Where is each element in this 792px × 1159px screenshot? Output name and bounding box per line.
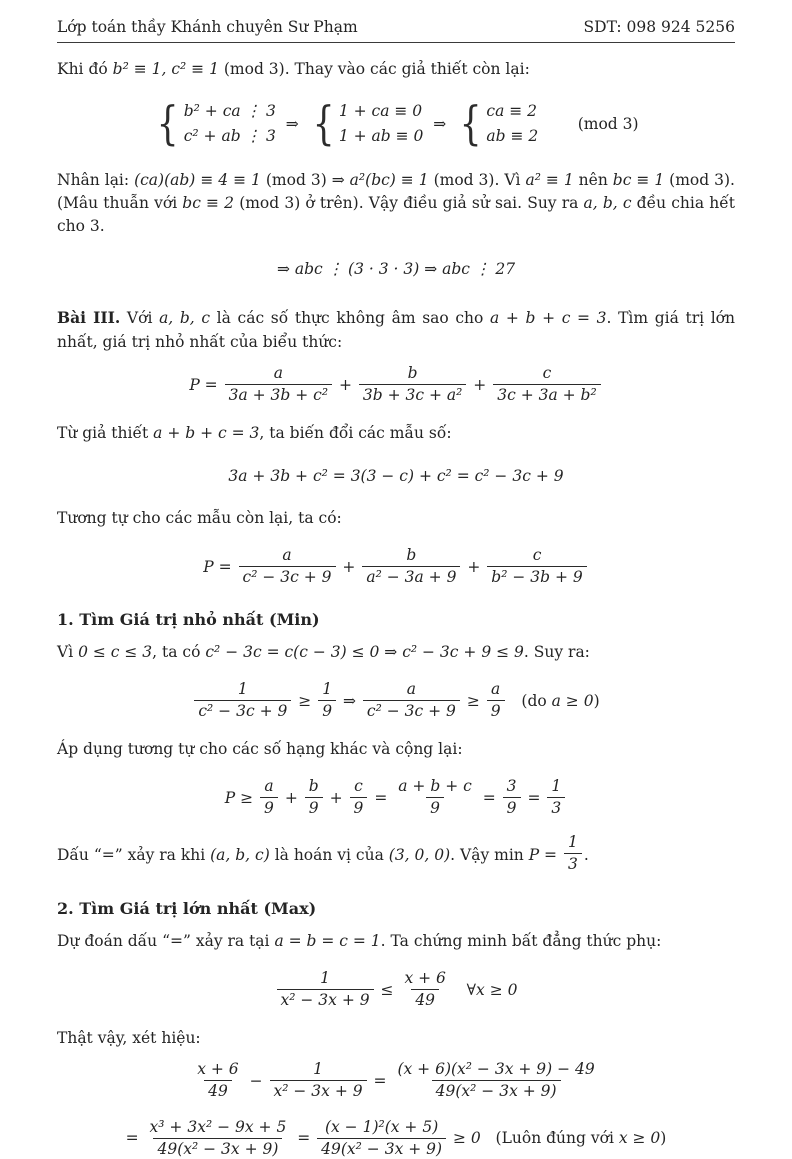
math-text: + [324,788,348,807]
math-fraction: $\frac{1}{3}$ [547,777,565,819]
math-text: = [522,788,546,807]
math-text: P = [189,375,223,394]
math-fraction: $\frac{b}{9}$ [305,777,323,819]
math-text: . Vậy min [450,845,529,864]
math-cases: { b² + ca ⋮ 3 c² + ab ⋮ 3 [157,96,276,151]
math-text: ⇒ a²(bc) ≡ 1 [331,170,429,189]
math-text: (3, 0, 0) [388,845,451,864]
math-text: ≥ 0 [448,1129,481,1148]
math-text: (mod 3) [538,114,639,133]
math-fraction: $\frac{b}{\text{3b + 3c + a²}}$ [359,364,466,406]
math-text: P = [203,557,237,576]
math-text: (mod 3). (Mâu thuẫn với [57,170,735,212]
equation-difference-step2 [57,1118,735,1159]
math-text: + [334,375,357,394]
math-fraction: $\frac{\text{(x + 6)(x² − 3x + 9) − 49}}{\text{49(x² − 3x + 9)}}$ [397,1059,595,1101]
math-text: b² ≡ 1, c² ≡ 1 [112,60,219,78]
math-text: (mod 3). Vì [428,170,526,189]
left-brace-glyph: { [459,96,482,151]
math-text: (mod 3) [260,170,332,189]
math-text: x ≥ 0 [618,1129,661,1148]
math-text: ∀x ≥ 0 [451,980,518,999]
math-fraction: $\frac{\text{x³ + 3x² − 9x + 5}}{\text{49(x² − 3x + 9)}}$ [149,1117,287,1158]
equation-congruence-system [57,96,735,151]
math-text: + [462,557,486,576]
math-text: . Tìm giá trị lớn nhất, giá trị nhỏ nhất của biểu thức: [57,309,735,351]
header-class-title: Lớp toán thầy Khánh chuyên Sư Phạm [57,18,358,36]
math-text: . [583,845,589,864]
math-text: . Suy ra: [523,642,590,661]
equation-sum-bound [57,777,735,819]
equation-denominator-identity [57,461,735,491]
equation-min-inequality [57,680,735,722]
math-text: + [337,557,361,576]
math-text: Khi đó [57,60,113,78]
math-text: P ≥ [224,788,259,807]
math-fraction: $\frac{1}{9}$ [318,680,336,722]
equation-P-original [57,364,735,406]
math-text: bc ≡ 2 [182,193,235,212]
equation-difference-step1 [57,1060,735,1102]
paragraph-similarly [57,507,735,530]
math-text: ) [593,691,600,710]
equation-auxiliary-inequality [57,969,735,1011]
math-text: a + b + c = 3 [490,309,607,328]
math-text: (ca)(ab) ≡ 4 ≡ 1 [134,170,261,189]
paragraph-problem-3 [57,306,735,354]
left-brace-glyph: { [312,96,335,151]
math-text: Nhân lại: [57,170,135,189]
math-text: ⇒ abc ⋮ (3 · 3 · 3) ⇒ abc ⋮ 27 [276,260,516,279]
math-text: (Luôn đúng với [480,1129,619,1148]
math-text: Tương tự cho các mẫu còn lại, ta có: [57,508,342,527]
math-fraction: $\frac{c}{\text{3c + 3a + b²}}$ [493,364,600,406]
math-fraction: $\frac{3}{9}$ [503,777,521,819]
math-text: . Ta chứng minh bất đẳng thức phụ: [380,931,662,950]
math-text: a + b + c = 3 [153,423,260,442]
math-text: a, b, c [583,193,632,212]
math-fraction: $\frac{1}{\text{x² − 3x + 9}}$ [277,969,374,1011]
math-text: là các số thực không âm sao cho [210,309,490,328]
math-text: a, b, c [159,309,211,328]
math-text: Từ giả thiết [57,423,154,442]
math-fraction: $\frac{c}{9}$ [350,777,368,819]
section-heading-max: 2. Tìm Giá trị lớn nhất (Max) [57,898,317,918]
math-text: Dấu “=” xảy ra khi [57,845,211,864]
math-text: = [477,788,501,807]
math-cases: { 1 + ca ≡ 0 1 + ab ≡ 0 [312,96,424,151]
paragraph-transform-denominators [57,422,735,445]
math-text: nên [573,170,613,189]
math-cases: { ca ≡ 2 ab ≡ 2 [459,96,539,151]
paragraph-mod3-intro [57,58,735,81]
math-fraction: $\frac{a}{9}$ [487,680,505,722]
math-text: 0 ≤ c ≤ 3 [78,642,153,661]
math-fraction: $\frac{x + 6}{49}$ [404,968,446,1010]
left-brace-glyph: { [157,96,180,151]
math-text: + [468,375,492,394]
math-text: (mod 3). Thay vào các giả thiết còn lại: [218,60,530,78]
paragraph-min-equality-case [57,832,735,877]
math-text: là hoán vị của [269,845,389,864]
math-text: + [279,788,303,807]
math-text: a = b = c = 1 [274,931,381,950]
math-text: Dự đoán dấu “=” xảy ra tại [57,931,275,950]
math-text: = [292,1129,316,1148]
math-text: Với [120,309,160,328]
math-text: − [244,1071,268,1090]
math-text: = [369,788,393,807]
math-fraction: $\frac{a}{\text{c² − 3c + 9}}$ [239,546,336,588]
math-fraction: $\frac{1}{\text{x² − 3x + 9}}$ [270,1060,367,1102]
math-text: ⇒ [338,691,361,710]
equation-abc-divisible-27 [57,254,735,284]
math-text: ) [660,1129,667,1148]
math-fraction: $\frac{a}{\text{3a + 3b + c²}}$ [225,364,332,406]
math-text: (mod 3) ở trên). Vậy điều giả sử sai. Suy ra [234,193,584,212]
paragraph-multiply-contradiction [57,169,735,239]
math-text: , ta biến đổi các mẫu số: [259,423,452,442]
paragraph-verify-difference [57,1027,735,1050]
math-fraction: $\frac{a}{\text{c² − 3c + 9}}$ [363,680,460,722]
math-text: đều chia hết cho 3. [57,193,735,236]
math-fraction: $\frac{b}{\text{a² − 3a + 9}}$ [362,546,460,588]
math-text: Vì [57,642,79,661]
math-text: 3a + 3b + c² = 3(3 − c) + c² = c² − 3c + 9 [228,466,564,485]
document-header [57,18,735,43]
math-text: ⇒ [423,114,457,133]
math-text: P = [528,845,562,864]
math-text: ≥ [461,691,485,710]
math-fraction: $\frac{x + 6}{49}$ [197,1059,239,1101]
paragraph-min-bound [57,641,735,664]
paragraph-apply-sum [57,738,735,761]
math-fraction: $\frac{1}{3}$ [564,833,582,875]
equation-P-simplified [57,546,735,588]
math-text: ≥ [293,691,317,710]
paragraph-max-guess [57,930,735,953]
section-heading-min: 1. Tìm Giá trị nhỏ nhất (Min) [57,609,320,629]
header-phone: SDT: 098 924 5256 [583,18,735,36]
math-text: ≤ [375,980,399,999]
math-text: a² ≡ 1 [525,170,574,189]
math-text: Thật vậy, xét hiệu: [57,1028,201,1047]
math-fraction: $\frac{\text{(x − 1)²(x + 5)}}{\text{49(x² − 3x + 9)}}$ [317,1118,446,1159]
math-fraction: $\frac{1}{\text{c² − 3c + 9}}$ [194,680,291,722]
math-text: (a, b, c) [210,845,270,864]
math-text: Áp dụng tương tự cho các số hạng khác và cộng lại: [57,739,463,758]
math-fraction: $\frac{a}{9}$ [260,777,278,819]
math-text: bc ≡ 1 [612,170,665,189]
math-text: , ta có [152,642,206,661]
problem-label: Bài III. [57,308,121,328]
problem-statement [57,309,735,350]
math-text: = [125,1129,144,1148]
math-text: = [368,1071,392,1090]
math-fraction: $\frac{c}{\text{b² − 3b + 9}}$ [487,546,586,588]
math-text: ⇒ [275,114,309,133]
math-text: (do [506,691,552,710]
math-text: c² − 3c = c(c − 3) ≤ 0 ⇒ c² − 3c + 9 ≤ 9 [205,642,524,661]
math-text: a ≥ 0 [551,691,594,710]
math-fraction: $\frac{a + b + c}{9}$ [398,777,472,818]
